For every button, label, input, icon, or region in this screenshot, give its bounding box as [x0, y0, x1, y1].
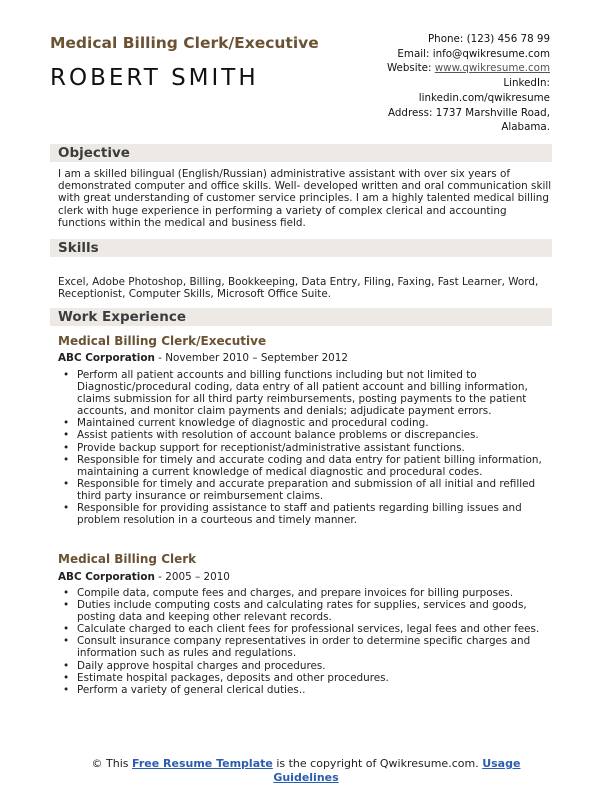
resume-header — [50, 32, 550, 132]
bullet-text: Compile data, compute fees and charges, and prepare invoices for billing purposes. — [77, 587, 514, 599]
job-1-company-line — [58, 352, 348, 364]
contact-linkedin-label: LinkedIn: — [503, 77, 550, 90]
email-label: Email: — [397, 47, 430, 60]
bullet-text: Responsible for providing assistance to staff and patients regarding billing issues and problem resolution in a courteous and timely manner. — [77, 502, 522, 527]
list-item — [60, 429, 552, 441]
job-title: Medical Billing Clerk/Executive — [50, 34, 319, 52]
skills-title: Skills — [58, 240, 99, 256]
usage-guidelines-link-part1[interactable]: Usage — [482, 757, 521, 770]
bullet-icon: • — [63, 429, 70, 442]
skills-text: Excel, Adobe Photoshop, Billing, Bookkeeping, Data Entry, Filing, Faxing, Fast Learner, Word, Receptionist, Computer Skills, Microsoft Office Suite. — [58, 276, 539, 301]
address-label: Address: — [388, 106, 433, 119]
candidate-name: ROBERT SMITH — [50, 65, 259, 91]
website-link[interactable]: www.qwikresume.com — [434, 62, 550, 75]
phone-label: Phone: — [427, 33, 464, 45]
bullet-icon: • — [63, 683, 70, 696]
job-1-dates: - November 2010 – September 2012 — [154, 352, 349, 364]
list-item — [60, 478, 552, 502]
bullet-text: Duties include computing costs and calculating rates for supplies, services and goods, posting data and keeping other relevant records. — [77, 599, 527, 624]
contact-linkedin-value: linkedin.com/qwikresume — [418, 91, 550, 104]
list-item — [60, 660, 552, 672]
list-item — [60, 369, 552, 417]
list-item — [60, 684, 552, 696]
bullet-icon: • — [63, 659, 70, 672]
list-item — [60, 454, 552, 478]
job-1-role: Medical Billing Clerk/Executive — [58, 334, 267, 348]
work-experience-section-header — [50, 308, 552, 326]
footer-copyright — [0, 757, 612, 785]
list-item — [60, 599, 552, 623]
bullet-text: Responsible for timely and accurate coding and data entry for patient billing information, maintaining a current knowledge of medical diagnostic and procedural codes. — [77, 453, 542, 478]
list-item — [60, 635, 552, 659]
bullet-text: Assist patients with resolution of account balance problems or discrepancies. — [77, 429, 479, 442]
list-item — [60, 587, 552, 599]
bullet-text: Consult insurance company representatives in order to determine specific charges and information such as rules and regulations. — [77, 635, 531, 660]
job-1-bullets — [60, 369, 552, 526]
list-item — [60, 442, 552, 454]
bullet-icon: • — [63, 502, 70, 515]
phone-value: (123) 456 78 99 — [466, 33, 550, 45]
objective-text: I am a skilled bilingual (English/Russian) administrative assistant with over six years of demonstrated computer and office skills. Well- developed written and oral communication skill with great understanding of customer service principles. I am a highly talented medical billing clerk with huge experience in performing a variety of complex clerical and accounting functions within the medical and business field. — [58, 168, 552, 229]
work-experience-title: Work Experience — [58, 309, 186, 325]
contact-block — [330, 32, 550, 135]
skills-section-header — [50, 239, 552, 257]
contact-address — [330, 106, 550, 121]
job-2-role: Medical Billing Clerk — [58, 552, 197, 566]
job-1-company: ABC Corporation — [58, 352, 155, 364]
footer-prefix: © This — [91, 757, 133, 770]
website-label: Website: — [386, 62, 432, 75]
bullet-icon: • — [63, 671, 70, 684]
job-2-bullets — [60, 587, 552, 696]
list-item — [60, 623, 552, 635]
objective-section-header — [50, 144, 552, 162]
bullet-text: Provide backup support for receptionist/administrative assistant functions. — [77, 441, 465, 454]
job-2-dates: - 2005 – 2010 — [154, 571, 230, 583]
list-item — [60, 672, 552, 684]
address-line2: Alabama. — [501, 121, 550, 134]
bullet-icon: • — [63, 453, 70, 466]
list-item — [60, 502, 552, 526]
bullet-icon: • — [63, 599, 70, 612]
contact-phone — [330, 32, 550, 47]
bullet-icon: • — [63, 623, 70, 636]
footer-middle: is the copyright of Qwikresume.com. — [272, 757, 483, 770]
job-2-company: ABC Corporation — [58, 571, 155, 583]
bullet-text: Responsible for timely and accurate preparation and submission of all initial and refilled third party insurance or reimbursement claims. — [77, 477, 536, 502]
bullet-text: Estimate hospital packages, deposits and other procedures. — [77, 671, 389, 684]
bullet-text: Daily approve hospital charges and procedures. — [77, 659, 326, 672]
bullet-icon: • — [63, 369, 70, 381]
bullet-text: Perform all patient accounts and billing functions including but not limited to Diagnostic/procedural coding, data entry of all patient account and billing information, claims submission for all third party reimbursements, posting payments to the patient accounts, and monitor claim payments and denials; adjudicate payment errors. — [77, 369, 528, 418]
bullet-text: Calculate charged to each client fees for professional services, legal fees and other fees. — [77, 623, 540, 636]
contact-website — [330, 61, 550, 76]
bullet-text: Perform a variety of general clerical duties.. — [77, 683, 306, 696]
objective-title: Objective — [58, 145, 130, 161]
email-value: info@qwikresume.com — [432, 47, 550, 60]
bullet-icon: • — [63, 441, 70, 454]
list-item — [60, 417, 552, 429]
bullet-icon: • — [63, 587, 70, 599]
bullet-icon: • — [63, 477, 70, 490]
address-line1: 1737 Marshville Road, — [435, 106, 550, 119]
free-resume-template-link[interactable]: Free Resume Template — [132, 757, 273, 770]
bullet-icon: • — [63, 417, 70, 430]
bullet-text: Maintained current knowledge of diagnostic and procedural coding. — [77, 417, 429, 430]
bullet-icon: • — [63, 635, 70, 648]
usage-guidelines-link-part2[interactable]: Guidelines — [273, 771, 339, 784]
contact-email — [330, 47, 550, 62]
job-2-company-line — [58, 571, 230, 583]
